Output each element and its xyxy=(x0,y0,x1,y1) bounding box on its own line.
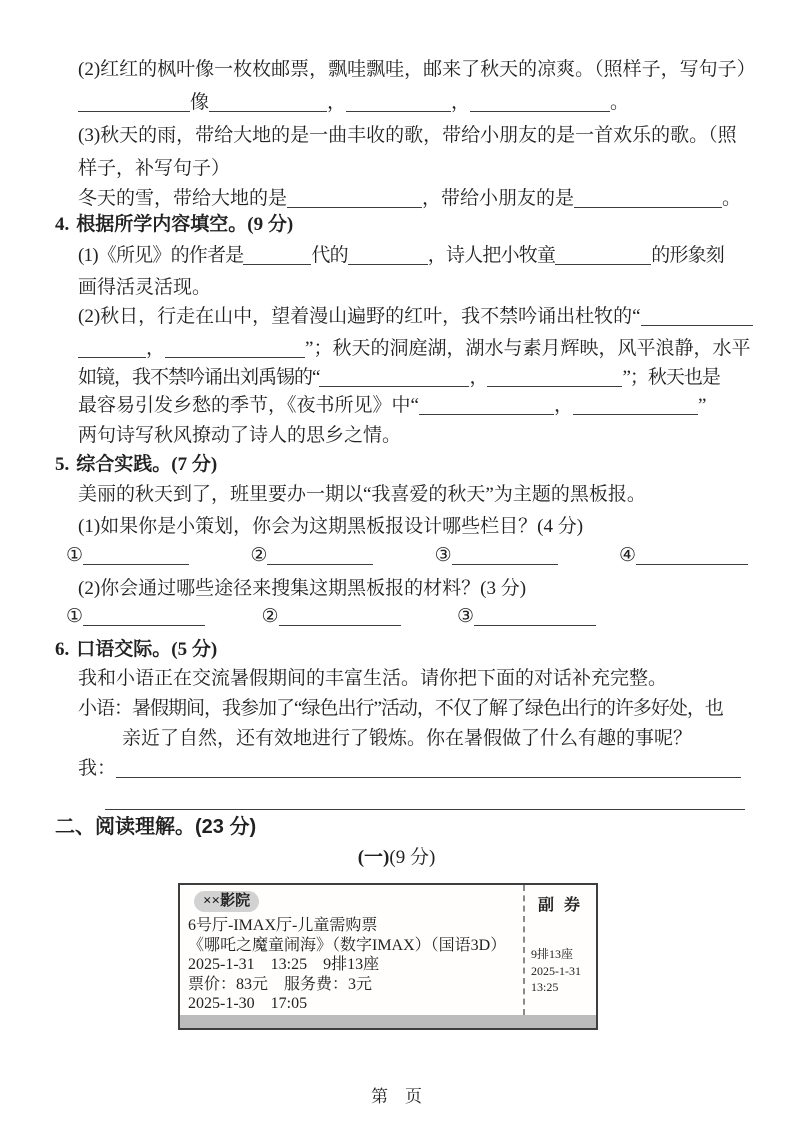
option-4 xyxy=(619,543,748,569)
q6-title: 口语交际。(5 分) xyxy=(76,639,218,660)
q3-item2-connector: 像 xyxy=(190,92,210,113)
q4-sub1-label: (1) xyxy=(78,245,98,266)
q3-item3-label: (3) xyxy=(78,125,101,146)
comma: ， xyxy=(146,338,166,359)
answer-blank xyxy=(243,244,311,265)
answer-blank xyxy=(348,244,428,265)
q6-dialog1-text: 暑假期间，我参加了“绿色出行”活动，不仅了解了绿色出行的许多好处，也 xyxy=(132,698,723,719)
q5-sub1-label: (1) xyxy=(78,516,101,537)
q5-sub1-options-row xyxy=(66,543,748,569)
q3-item3-fill-lead: 冬天的雪，带给大地的是 xyxy=(78,188,288,209)
q4-sub2-line5 xyxy=(78,423,401,449)
q4-sub2-line4-tail: ” xyxy=(697,395,707,416)
comma: ， xyxy=(327,92,347,113)
part-number: (一) xyxy=(357,847,390,868)
cinema-badge: ××影院 xyxy=(194,891,259,912)
ticket-price-line: 票价：83元 服务费：3元 xyxy=(188,975,373,993)
circled-2: ② xyxy=(261,606,279,627)
q5-intro xyxy=(78,482,646,508)
q6-answer-line xyxy=(78,756,741,782)
answer-blank xyxy=(83,544,189,565)
answer-blank xyxy=(279,605,401,626)
q5-sub2-text: 你会通过哪些途径来搜集这期黑板报的材料？(3 分) xyxy=(100,578,527,599)
q5-sub2-prompt xyxy=(78,576,526,602)
q6-dialog2-text: 亲近了自然，还有效地进行了锻炼。你在暑假做了什么有趣的事呢？ xyxy=(122,728,693,749)
q4-sub1-seg3: ，诗人把小牧童 xyxy=(427,245,556,266)
q6-intro-text: 我和小语正在交流暑假期间的丰富生活。请你把下面的对话补充完整。 xyxy=(78,668,668,689)
q4-sub2-line5-text: 两句诗写秋风撩动了诗人的思乡之情。 xyxy=(78,425,402,446)
q4-sub2-label: (2) xyxy=(78,306,101,327)
answer-blank xyxy=(105,789,745,810)
comma: ， xyxy=(469,367,488,388)
q3-item2-prompt-line xyxy=(78,57,756,83)
q4-sub1-line2 xyxy=(78,275,211,301)
q4-sub1-seg4: 的形象刻 xyxy=(651,245,724,266)
q4-sub2-line2-text: ”；秋天的洞庭湖，湖水与素月辉映，风平浪静，水平 xyxy=(305,338,751,359)
ticket-bottom-strip xyxy=(180,1015,596,1028)
q5-sub2-options-row xyxy=(66,604,596,630)
q4-sub2-line3-lead: 如镜，我不禁吟诵出刘禹锡的“ xyxy=(78,367,320,388)
stub-seat: 9排13座 xyxy=(531,947,574,961)
q3-item3-answer-line xyxy=(78,186,741,212)
comma: ， xyxy=(451,92,471,113)
q3-item3-fill-mid: ，带给小朋友的是 xyxy=(422,188,575,209)
q6-number: 6. xyxy=(55,639,70,660)
section2-part-label xyxy=(0,845,793,871)
ticket-hall-line: 6号厅-IMAX厅-儿童需购票 xyxy=(188,917,378,934)
answer-blank xyxy=(287,187,422,208)
answer-blank xyxy=(346,91,451,112)
option-2 xyxy=(261,604,400,630)
q4-sub2-line3-tail: ”；秋天也是 xyxy=(622,367,720,388)
option-1 xyxy=(66,543,189,569)
stub-time: 13:25 xyxy=(531,980,559,994)
page-number-label: 第 页 xyxy=(371,1087,422,1106)
option-3 xyxy=(435,543,558,569)
stub-date: 2025-1-31 xyxy=(531,963,581,978)
stub-title: 副 券 xyxy=(537,897,583,914)
answer-blank xyxy=(319,366,469,387)
answer-blank xyxy=(267,544,373,565)
stub-info xyxy=(531,946,596,996)
answer-blank xyxy=(641,305,753,326)
circled-1: ① xyxy=(66,545,84,566)
page-footer xyxy=(0,1082,793,1107)
q5-header xyxy=(55,452,217,478)
option-2 xyxy=(250,543,373,569)
q3-item2-label: (2) xyxy=(78,59,101,80)
period: 。 xyxy=(610,92,630,113)
circled-1: ① xyxy=(66,606,84,627)
q6-answer-line2 xyxy=(105,788,745,814)
answer-blank xyxy=(78,91,190,112)
answer-blank xyxy=(165,337,305,358)
q6-header xyxy=(55,637,217,663)
answer-blank xyxy=(209,91,327,112)
comma: ， xyxy=(553,395,573,416)
q3-item3-prompt2: 样子，补写句子） xyxy=(78,158,231,179)
q5-sub2-label: (2) xyxy=(78,578,101,599)
answer-blank xyxy=(78,337,146,358)
q3-item2-prompt: 红红的枫叶像一枚枚邮票，飘哇飘哇，邮来了秋天的凉爽。（照样子，写句子） xyxy=(100,59,756,80)
q4-sub1-line2-text: 画得活灵活现。 xyxy=(78,277,212,298)
section2-title xyxy=(55,814,256,840)
q4-header xyxy=(55,212,293,238)
q4-sub2-line3 xyxy=(78,365,720,391)
q6-dialog-line2 xyxy=(122,726,692,752)
q4-title: 根据所学内容填空。(9 分) xyxy=(76,214,294,235)
q6-dialog-line1 xyxy=(78,696,723,722)
period: 。 xyxy=(722,188,742,209)
circled-3: ③ xyxy=(456,606,474,627)
q5-title: 综合实践。(7 分) xyxy=(76,454,218,475)
answer-blank xyxy=(116,757,741,778)
q5-intro-text: 美丽的秋天到了，班里要办一期以“我喜爱的秋天”为主题的黑板报。 xyxy=(78,484,646,505)
answer-blank xyxy=(474,605,596,626)
q4-sub2-line2 xyxy=(78,336,750,362)
q4-number: 4. xyxy=(55,214,70,235)
q3-item3-prompt-line1 xyxy=(78,123,737,149)
q4-sub2-line4-lead: 最容易引发乡愁的季节，《夜书所见》中“ xyxy=(78,395,419,416)
ticket-movie-line: 《哪吒之魔童闹海》（数字IMAX）（国语3D） xyxy=(188,936,507,954)
q3-item2-answer-line xyxy=(78,90,629,116)
answer-blank xyxy=(573,394,698,415)
movie-ticket xyxy=(178,883,598,1030)
ticket-purchase-line: 2025-1-30 17:05 xyxy=(188,995,308,1012)
circled-3: ③ xyxy=(434,545,452,566)
answer-blank xyxy=(470,91,610,112)
q6-speaker2: 我： xyxy=(78,758,117,779)
q4-sub2-line4 xyxy=(78,393,706,419)
option-1 xyxy=(66,604,205,630)
q5-sub1-text: 如果你是小策划，你会为这期黑板报设计哪些栏目？(4 分) xyxy=(100,516,584,537)
answer-blank xyxy=(636,544,748,565)
answer-blank xyxy=(555,244,651,265)
q4-sub1-seg2: 代的 xyxy=(311,245,348,266)
answer-blank xyxy=(487,366,622,387)
q4-sub1-line1 xyxy=(78,243,724,269)
q6-intro xyxy=(78,666,667,692)
part-score: (9 分) xyxy=(389,847,436,868)
q4-sub1-seg1: 《所见》的作者是 xyxy=(97,245,244,266)
q4-sub2-line1 xyxy=(78,304,753,330)
ticket-stub xyxy=(523,885,596,1015)
answer-blank xyxy=(574,187,722,208)
answer-blank xyxy=(419,394,554,415)
q4-sub2-line1-text: 秋日，行走在山中，望着漫山遍野的红叶，我不禁吟诵出杜牧的“ xyxy=(100,306,641,327)
section2-title-text: 二、阅读理解。(23 分) xyxy=(55,816,257,838)
q6-speaker1: 小语： xyxy=(78,698,133,719)
answer-blank xyxy=(452,544,558,565)
ticket-showtime-line: 2025-1-31 13:25 9排13座 xyxy=(188,956,380,973)
answer-blank xyxy=(83,605,205,626)
circled-2: ② xyxy=(250,545,268,566)
circled-4: ④ xyxy=(618,545,636,566)
q5-number: 5. xyxy=(55,454,70,475)
option-3 xyxy=(457,604,596,630)
ticket-main-area xyxy=(188,891,516,1014)
q3-item3-prompt-line2 xyxy=(78,156,230,182)
q3-item3-prompt1: 秋天的雨，带给大地的是一曲丰收的歌，带给小朋友的是一首欢乐的歌。（照 xyxy=(100,125,737,146)
q5-sub1-prompt xyxy=(78,514,583,540)
